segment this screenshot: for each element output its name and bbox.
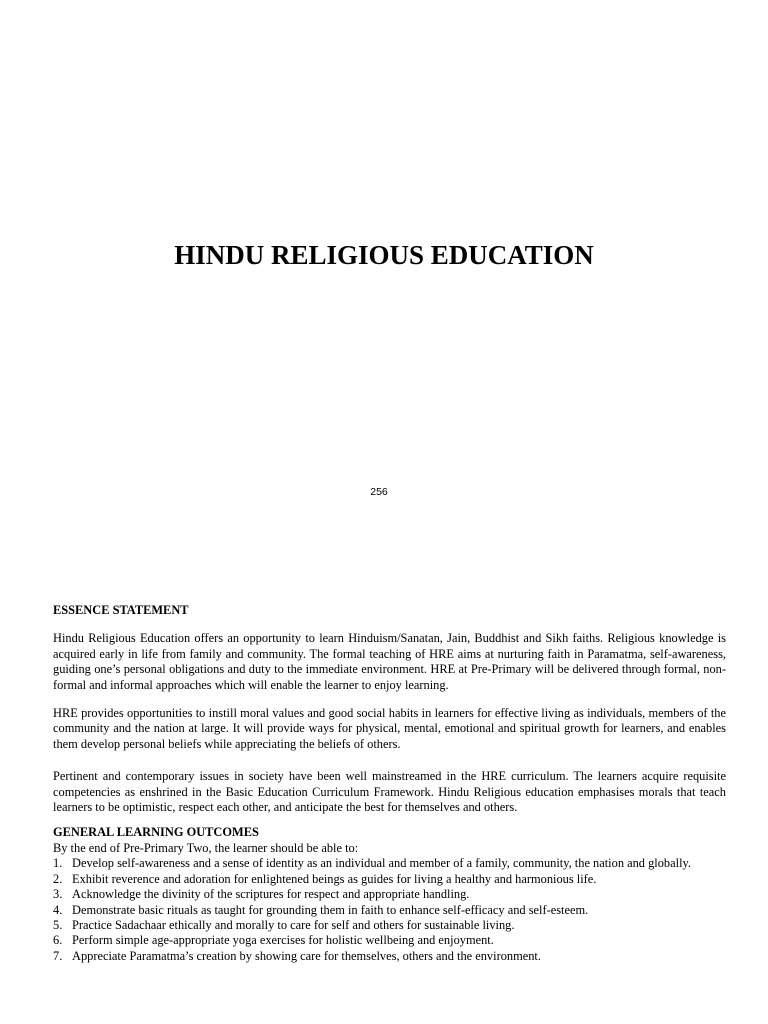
page-title: HINDU RELIGIOUS EDUCATION bbox=[174, 240, 594, 270]
document-body bbox=[53, 603, 726, 964]
list-item bbox=[53, 918, 726, 933]
list-item-text: Develop self-awareness and a sense of identity as an individual and member of a family, community, the nation and globally. bbox=[72, 856, 692, 871]
list-item-number: 3. bbox=[53, 887, 63, 902]
list-item-number: 1. bbox=[53, 856, 63, 871]
essence-paragraph-2: HRE provides opportunities to instill moral values and good social habits in learners for effective living as individuals, members of the community and the nation at large. It will provide ways for physical, mental, emotional and spiritual growth for learners, and enables them develop personal beliefs while appreciating the beliefs of others. bbox=[53, 706, 726, 751]
list-item-number: 5. bbox=[53, 917, 63, 932]
list-item-text: Appreciate Paramatma’s creation by showing care for themselves, others and the environment. bbox=[72, 948, 541, 963]
list-item-number: 2. bbox=[53, 871, 63, 886]
list-item bbox=[53, 856, 726, 871]
list-item-text: Exhibit reverence and adoration for enlightened beings as guides for living a healthy and harmonious life. bbox=[72, 871, 597, 886]
list-item bbox=[53, 903, 726, 918]
list-item bbox=[53, 872, 726, 887]
list-item-text: Practice Sadachaar ethically and morally to care for self and others for sustainable living. bbox=[72, 917, 515, 932]
list-item bbox=[53, 933, 726, 948]
list-item-text: Demonstrate basic rituals as taught for grounding them in faith to enhance self-efficacy and self-esteem. bbox=[72, 902, 589, 917]
learning-outcomes-intro: By the end of Pre-Primary Two, the learner should be able to: bbox=[53, 840, 359, 855]
learning-outcomes-list bbox=[53, 856, 726, 964]
essence-statement-heading: ESSENCE STATEMENT bbox=[53, 603, 189, 617]
essence-paragraph-3: Pertinent and contemporary issues in society have been well mainstreamed in the HRE curriculum. The learners acquire requisite competencies as enshrined in the Basic Education Curriculum Framework. Hindu Religious education emphasises morals that teach learners to be optimistic, respect each other, and anticipate the best for themselves and others. bbox=[53, 769, 726, 815]
list-item-text: Perform simple age-appropriate yoga exercises for holistic wellbeing and enjoyment. bbox=[72, 933, 494, 948]
essence-paragraph-1: Hindu Religious Education offers an opportunity to learn Hinduism/Sanatan, Jain, Buddhist and Sikh faiths. Religious knowledge is acquired early in life from family and community. The formal teaching of HRE aims at nurturing faith in Paramatma, self-awareness, guiding one’s personal obligations and duty to the immediate environment. HRE at Pre-Primary will be delivered through formal, non-formal and informal approaches which will enable the learner to enjoy learning. bbox=[53, 631, 726, 692]
list-item-number: 6. bbox=[53, 933, 63, 948]
list-item-number: 7. bbox=[53, 948, 63, 963]
list-item bbox=[53, 949, 726, 964]
learning-outcomes-heading: GENERAL LEARNING OUTCOMES bbox=[53, 825, 259, 840]
page-number: 256 bbox=[370, 486, 388, 498]
list-item-text: Acknowledge the divinity of the scriptures for respect and appropriate handling. bbox=[72, 887, 470, 902]
list-item bbox=[53, 887, 726, 902]
list-item-number: 4. bbox=[53, 902, 63, 917]
